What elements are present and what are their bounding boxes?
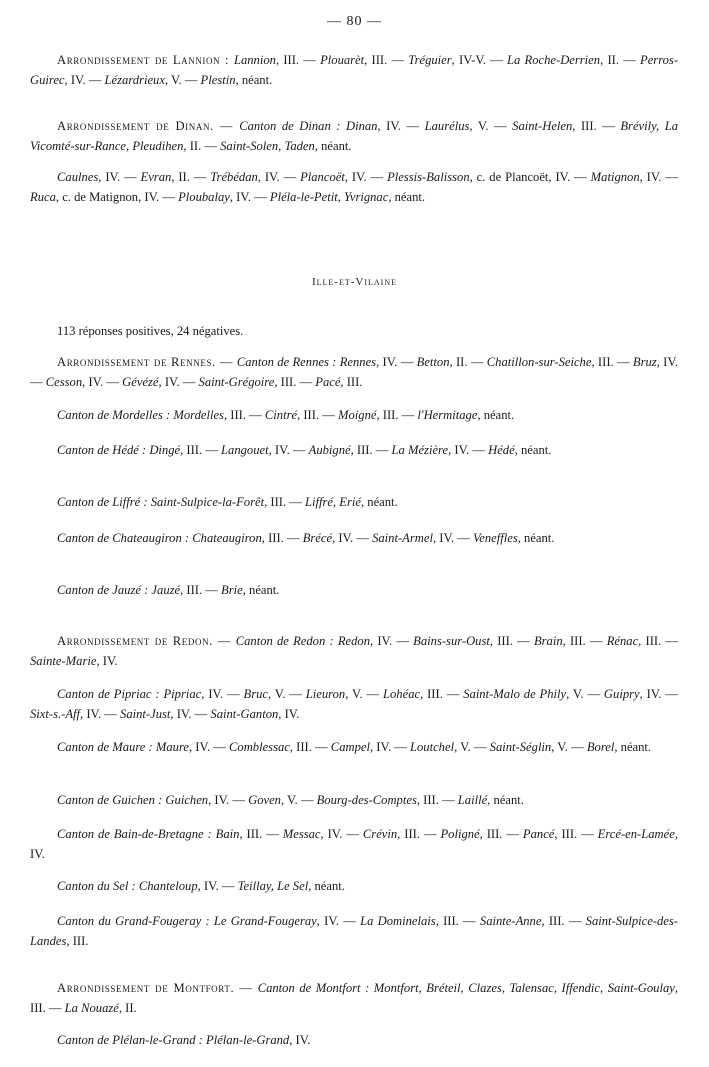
paragraph-montfort [30, 978, 678, 1018]
text-run: , IV. — [158, 375, 199, 389]
place-name: Teillay, Le Sel [237, 879, 309, 893]
place-name: Rénac [606, 634, 639, 648]
text-run: , néant. [477, 408, 515, 422]
paragraph-plelan [30, 1030, 678, 1050]
paragraph-grand-fougeray [30, 911, 678, 951]
place-name: Betton [416, 355, 450, 369]
place-name: Brie [221, 583, 243, 597]
paragraph-rennes [30, 352, 678, 392]
text-run: , III. — [376, 408, 418, 422]
place-name: Laillé [457, 793, 488, 807]
place-name: Bruc [243, 687, 268, 701]
place-name: Plessis-Balisson [387, 170, 470, 184]
text-run: , III. — [489, 634, 534, 648]
text-run: , IV. — [229, 190, 270, 204]
place-name: Pancé [522, 827, 555, 841]
place-name: Canton de Liffré : Saint-Sulpice-la-Forêt [57, 495, 265, 509]
place-name: Goven [248, 793, 281, 807]
text-run: , III. — [239, 827, 283, 841]
text-run: , IV. [289, 1033, 311, 1047]
arrondissement-label: Arrondissement de Dinan. — [57, 119, 240, 133]
text-run: , IV. — [268, 443, 309, 457]
text-run: , néant. [514, 443, 552, 457]
text-run: , III. — [30, 981, 679, 1015]
text-run: , III. — [562, 634, 607, 648]
text-run: , III. [66, 934, 89, 948]
text-run: , c. de Plancoët, IV. — [469, 170, 591, 184]
text-run: , IV-V. — [451, 53, 508, 67]
text-run: , III. — [435, 914, 480, 928]
place-name: Brécé [302, 531, 333, 545]
place-name: Canton du Sel : Chanteloup [57, 879, 198, 893]
place-name: Langouet [221, 443, 269, 457]
text-run: , V. — [469, 119, 513, 133]
text-run: , IV. — [82, 375, 123, 389]
text-run: , néant. [360, 495, 398, 509]
text-run: , néant. [308, 879, 345, 893]
place-name: Saint-Séglin [489, 740, 552, 754]
text-run: , IV. [96, 654, 118, 668]
paragraph-caulnes [30, 167, 678, 207]
text-run: , III. — [180, 443, 222, 457]
place-name: Sainte-Anne [479, 914, 542, 928]
paragraph-chateaugiron [30, 528, 678, 548]
response-stats: 113 réponses positives, 24 négatives. [57, 324, 244, 338]
place-name: Ercé-en-Lamée [597, 827, 675, 841]
place-name: Pléla-le-Petit, Yvrignac [269, 190, 389, 204]
place-name: Canton de Maure : Maure [57, 740, 189, 754]
place-name: Guipry [603, 687, 640, 701]
place-name: Canton de Dinan : Dinan [239, 119, 378, 133]
text-run: , IV. — [98, 170, 141, 184]
place-name: Canton de Pipriac : Pipriac [57, 687, 202, 701]
place-name: Canton de Bain-de-Bretagne : Bain [57, 827, 240, 841]
place-name: Canton de Chateaugiron : Chateaugiron [57, 531, 262, 545]
text-run: , IV. — [30, 355, 678, 389]
place-name: La Nouazé [64, 1001, 119, 1015]
place-name: Borel [586, 740, 615, 754]
text-run: , IV. — [639, 170, 678, 184]
place-name: Poligné [440, 827, 480, 841]
place-name: Chatillon-sur-Seiche [486, 355, 592, 369]
text-run: , néant. [388, 190, 426, 204]
place-name: La Dominelais [360, 914, 436, 928]
paragraph-jauze [30, 580, 678, 600]
place-name: Brévily, La Vicomté-sur-Rance, Pleudihen [30, 119, 678, 153]
text-run: , V. — [267, 687, 306, 701]
paragraph-dinan [30, 116, 678, 156]
text-run: , V. — [566, 687, 604, 701]
arrondissement-label: Arrondissement de Montfort. — [57, 981, 258, 995]
text-run: , II. — [449, 355, 487, 369]
text-run: , III. — [350, 443, 392, 457]
place-name: Evran [140, 170, 172, 184]
place-name: Lannion [233, 53, 276, 67]
text-run: , III. — [416, 793, 458, 807]
place-name: Campel [330, 740, 370, 754]
text-run: , IV. — [201, 687, 244, 701]
text-run: , IV. [278, 707, 300, 721]
paragraph-bain [30, 824, 678, 864]
place-name: Saint-Sulpice-des-Landes [30, 914, 678, 948]
text-run: , III. — [289, 740, 331, 754]
place-name: Brain [533, 634, 563, 648]
text-run: , III. — [297, 408, 338, 422]
text-run: , III. — [591, 355, 633, 369]
text-run: , néant. [487, 793, 524, 807]
place-name: Caulnes [57, 170, 99, 184]
place-name: Ruca [30, 190, 56, 204]
text-run: , IV. — [376, 355, 417, 369]
place-name: Canton de Hédé : Dingé [57, 443, 181, 457]
place-name: La Roche-Derrien [507, 53, 601, 67]
text-run: , III. — [264, 495, 305, 509]
text-run: , c. de Matignon, IV. — [55, 190, 179, 204]
text-run: , V. — [454, 740, 490, 754]
place-name: Lieuron [305, 687, 346, 701]
text-run: , III. — [364, 53, 409, 67]
text-run: , IV. — [257, 170, 301, 184]
place-name: Cintré [264, 408, 298, 422]
text-run: , V. — [280, 793, 317, 807]
place-name: Canton de Mordelles : Mordelles [57, 408, 224, 422]
text-run: , III. — [479, 827, 523, 841]
text-run: , IV. — [320, 827, 363, 841]
place-name: Canton de Rennes : Rennes [236, 355, 377, 369]
text-run: , néant. [517, 531, 555, 545]
text-run: , V. — [551, 740, 587, 754]
text-run: , III. — [274, 375, 316, 389]
place-name: Cesson [45, 375, 83, 389]
place-name: Plancoët [300, 170, 345, 184]
place-name: Canton de Plélan-le-Grand : Plélan-le-Grand [57, 1033, 290, 1047]
paragraph-pipriac [30, 684, 678, 724]
place-name: Saint-Helen [512, 119, 573, 133]
text-run: , V. — [345, 687, 383, 701]
place-name: Bains-sur-Oust [413, 634, 490, 648]
arrondissement-label: Arrondissement de Redon. — [57, 634, 236, 648]
text-run: , V. — [164, 73, 201, 87]
text-run: , III. — [397, 827, 441, 841]
paragraph-guichen [30, 790, 678, 810]
text-run: , néant. [314, 139, 352, 153]
text-run: , III. — [572, 119, 621, 133]
text-run: , IV. — [448, 443, 489, 457]
place-name: Bruz [632, 355, 657, 369]
text-run: , II. — [183, 139, 221, 153]
place-name: Crévin [362, 827, 398, 841]
place-name: Saint-Ganton [210, 707, 279, 721]
place-name: Lézardrieux [104, 73, 165, 87]
place-name: Veneffles [472, 531, 518, 545]
text-run: , IV. — [208, 793, 249, 807]
text-run: , IV. — [370, 634, 414, 648]
text-run: , III. — [275, 53, 321, 67]
place-name: Plestin [200, 73, 236, 87]
place-name: Aubigné [308, 443, 351, 457]
text-run: , III. — [638, 634, 679, 648]
place-name: Canton de Jauzé : Jauzé [57, 583, 181, 597]
text-run: , néant. [614, 740, 652, 754]
text-run: , III. — [180, 583, 222, 597]
place-name: Laurélus [424, 119, 470, 133]
text-run: , néant. [242, 583, 280, 597]
place-name: Matignon [590, 170, 640, 184]
page-number: — 80 — [327, 14, 382, 29]
place-name: Comblessac [229, 740, 290, 754]
place-name: Canton de Redon : Redon [235, 634, 371, 648]
paragraph-mordelles [30, 405, 678, 425]
text-run: , IV. — [197, 879, 238, 893]
text-run: , IV. — [80, 707, 121, 721]
place-name: Bourg-des-Comptes [316, 793, 417, 807]
place-name: Ploubalay [178, 190, 230, 204]
text-run: , néant. [235, 73, 273, 87]
text-run: , III. — [541, 914, 586, 928]
paragraph-lannion [30, 50, 678, 90]
paragraph-hede [30, 440, 678, 460]
arrondissement-label: Arrondissement de Rennes. — [57, 355, 237, 369]
place-name: Messac [282, 827, 321, 841]
place-name: l'Hermitage [417, 408, 478, 422]
text-run: , IV. — [64, 73, 105, 87]
place-name: Canton du Grand-Fougeray : Le Grand-Fougeray [57, 914, 317, 928]
place-name: Tréguier [408, 53, 452, 67]
text-run: , IV. — [639, 687, 678, 701]
text-run: , IV. — [369, 740, 410, 754]
paragraph-maure [30, 737, 678, 757]
place-name: Canton de Montfort : Montfort, Bréteil, Clazes, Talensac, Iffendic, Saint-Goulay [257, 981, 675, 995]
text-run: , II. — [171, 170, 211, 184]
place-name: Saint-Just [120, 707, 171, 721]
text-run: , III. — [223, 408, 265, 422]
arrondissement-label: Arrondissement de Lannion : [57, 53, 234, 67]
text-run: , IV. — [316, 914, 361, 928]
place-name: Lohéac [383, 687, 421, 701]
text-run: , IV. — [432, 531, 473, 545]
place-name: Plouarèt [320, 53, 365, 67]
place-name: La Mézière [391, 443, 449, 457]
place-name: Liffré, Erié [305, 495, 361, 509]
paragraph-sel [30, 876, 678, 896]
text-run: , III. — [261, 531, 303, 545]
text-run: , III. — [420, 687, 464, 701]
place-name: Saint-Solen, Taden [220, 139, 315, 153]
text-run: , IV. [30, 827, 678, 861]
text-run: , II. [118, 1001, 137, 1015]
text-run: , IV. — [332, 531, 373, 545]
text-run: , IV. — [188, 740, 229, 754]
place-name: Saint-Malo de Phily [463, 687, 567, 701]
place-name: Gévézé [122, 375, 159, 389]
text-run: , III. [340, 375, 363, 389]
place-name: Perros-Guirec [30, 53, 679, 87]
place-name: Saint-Armel [372, 531, 433, 545]
place-name: Canton de Guichen : Guichen [57, 793, 209, 807]
place-name: Moigné [337, 408, 377, 422]
place-name: Saint-Grégoire [198, 375, 275, 389]
place-name: Hédé [488, 443, 515, 457]
text-run: , IV. — [170, 707, 211, 721]
place-name: Loutchel [410, 740, 455, 754]
paragraph-liffre [30, 492, 678, 512]
text-run: , III. — [554, 827, 598, 841]
place-name: Trébédan [210, 170, 258, 184]
text-run: , II. — [600, 53, 641, 67]
paragraph-redon [30, 631, 678, 671]
place-name: Sixt-s.-Aff [30, 707, 81, 721]
text-run: , IV. — [377, 119, 425, 133]
place-name: Sainte-Marie [30, 654, 97, 668]
place-name: Pacé [315, 375, 341, 389]
section-heading: Ille-et-Vilaine [311, 276, 398, 288]
text-run: , IV. — [344, 170, 388, 184]
